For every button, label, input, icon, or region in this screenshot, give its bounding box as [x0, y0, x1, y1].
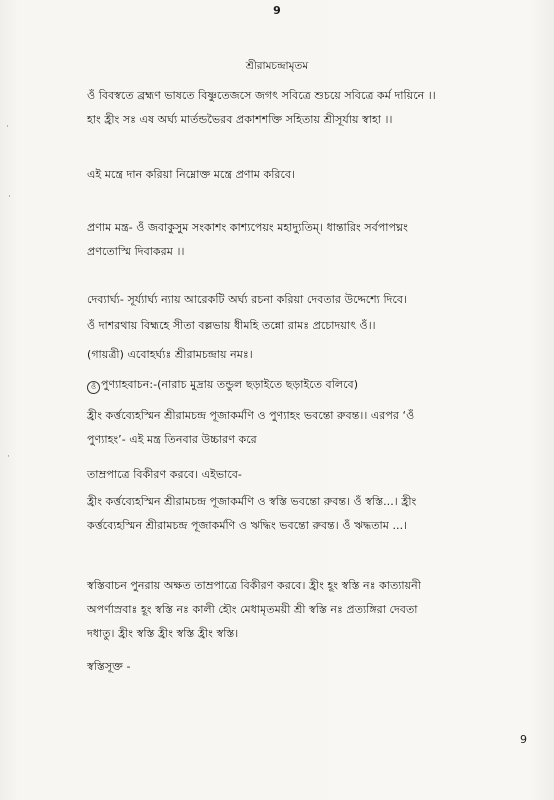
page-heading: শ্রীরামচন্দ্রামৃতম [245, 60, 309, 72]
scan-speck-mark: · [8, 192, 11, 202]
paragraph-punyaham [87, 404, 495, 452]
text-line-content: পুণ্যাহবাচন:-(নারাচ মুদ্রায় তন্ডুল ছড়াইতে ছড়াইতে বলিবে) [101, 378, 359, 391]
text-line: তাম্রপাত্রে বিকীরণ করবে। এইভাবে- [87, 468, 242, 481]
text-line: স্বস্তিবাচন পুনরায় অক্ষত তাম্রপাত্রে বিকীরণ করবে। হ্রীং হূং স্বস্তি নঃ কাত্যায়নী [87, 579, 421, 592]
text-line: দেব্যার্ঘ্য- সূর্য্যার্ঘ্য ন্যায় আরেকটি অর্ঘ্য রচনা করিয়া দেবতার উদ্দেশ্যে দিবে। [87, 293, 408, 306]
text-line: কর্ত্তব্যেহস্মিন শ্রীরামচন্দ্র পূজাকর্মণি ও ঋদ্ধিং ভবন্তো রুবন্ত। ওঁ ঋদ্ধতাম ...। [87, 519, 408, 532]
text-line: প্রণাম মন্ত্র- ওঁ জবাকুসুম সংকাশং কাশ্যপেয়ং মহাদ্যুতিম্। ধান্তারিং সর্বপাপঘ্নং [87, 221, 408, 234]
scan-speck-mark: · [6, 122, 9, 132]
paragraph-punyahavachan [87, 373, 495, 397]
text-line: এই মন্ত্রে দান করিয়া নিম্নোক্ত মন্ত্রে প্রণাম করিবে। [87, 168, 296, 181]
text-line: ওঁ দাশরথায় বিহ্মহে সীতা বল্লভায় ধীমহি তন্নো রামঃ প্রচোদয়াৎ ওঁ।। [87, 319, 376, 332]
text-line: ওঁ বিবস্বতে ব্রহ্মণ ভাষতে বিষ্ণুতেজসে জগৎ সবিত্রে শুচয়ে সবিত্রে কর্ম দায়িনে ।। [87, 89, 436, 102]
paragraph-arghya-namah [87, 343, 495, 367]
page-number-bottom: 9 [520, 733, 527, 746]
text-line: (গায়ত্রী) এবোহর্ঘ্যঃ শ্রীরামচন্দ্রায় নমঃ। [87, 348, 253, 361]
paragraph-devyarghya [87, 288, 495, 312]
page-number-top: 9 [273, 4, 281, 17]
om-icon: ওঁ [87, 381, 100, 394]
paragraph-pranam-mantra [87, 216, 495, 264]
text-line: প্রণতোস্মি দিবাকরম ।। [87, 245, 185, 258]
paragraph-gayatri [87, 314, 495, 338]
paragraph-swastivachan [87, 574, 495, 646]
text-line: হাং হ্রীং সঃ এষ অর্ঘ্য মার্তন্ডভৈরব প্রকাশশক্তি সহিতায় শ্রীসূর্যায় স্বাহা ।। [87, 113, 393, 126]
text-line: পুণ্যাহং’- এই মন্ত্র তিনবার উচ্চারণ করে [87, 433, 257, 446]
paragraph-swastisukta [87, 655, 495, 679]
scan-speck-mark: · [7, 452, 10, 462]
paragraph-pranam-instruction [87, 163, 495, 187]
text-line [87, 373, 495, 397]
paragraph-surya-arghya [87, 84, 495, 132]
paragraph-tamrapatra [87, 463, 495, 487]
text-line: হ্রীং কর্ত্তব্যেহস্মিন শ্রীরামচন্দ্র পূজাকর্মণি ও স্বস্তি ভবন্তো রুবন্ত। ওঁ স্বস্তি...। হ্রীং [87, 495, 417, 508]
text-line: স্বস্তিসূক্ত - [87, 660, 131, 673]
text-line: হ্রীং কর্ত্তব্যেহস্মিন শ্রীরামচন্দ্র পূজাকর্মণি ও পুণ্যাহং ভবন্তো রুবন্ত।। এরপর ‘ওঁ [87, 409, 415, 422]
text-line: অপর্ণাস্রবাঃ হূং স্বস্তি নঃ কালী হৌং মেধামৃতময়ী শ্রী স্বস্তি নঃ প্রত্যঙ্গিরা দেবতা [87, 603, 418, 616]
paragraph-swasti [87, 490, 495, 538]
text-line: দধাতু। হ্রীং স্বস্তি হ্রীং স্বস্তি হ্রীং স্বস্তি। [87, 627, 239, 640]
